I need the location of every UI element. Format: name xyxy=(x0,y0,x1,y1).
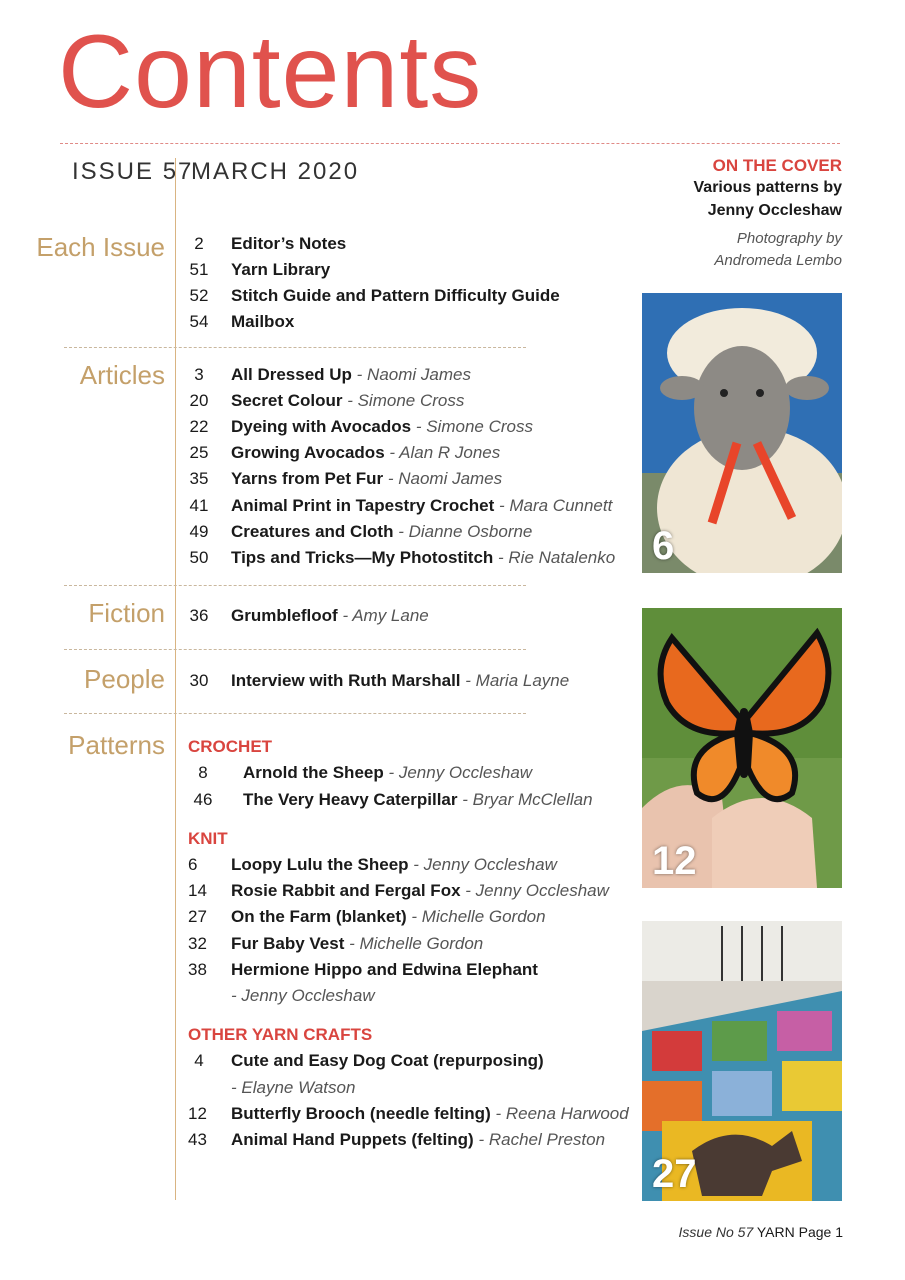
page-number: 12 xyxy=(188,1104,207,1123)
entry-title: Butterfly Brooch (needle felting) - Reena Harwood xyxy=(231,1104,629,1123)
section-separator xyxy=(64,713,526,714)
entry-author: - Bryar McClellan xyxy=(457,790,593,809)
entry-title: Creatures and Cloth - Dianne Osborne xyxy=(231,522,533,541)
page-number: 46 xyxy=(193,790,213,809)
photo-butterfly[interactable] xyxy=(642,608,842,888)
entry-author: - Amy Lane xyxy=(337,606,429,625)
page-number: 8 xyxy=(198,763,208,782)
cover-info xyxy=(694,156,843,272)
cover-description: Various patterns by xyxy=(693,179,842,196)
photo-blanket[interactable] xyxy=(642,921,842,1201)
page-number: 27 xyxy=(188,907,207,926)
page-number: 14 xyxy=(188,881,207,900)
page-number: 6 xyxy=(188,855,198,874)
entry-title: Editor’s Notes xyxy=(231,234,347,253)
subhead-knit: KNIT xyxy=(188,829,228,848)
entry-title: Yarns from Pet Fur - Naomi James xyxy=(231,469,503,488)
entry-author: - Jenny Occleshaw xyxy=(460,881,609,900)
entry-author: - Michelle Gordon xyxy=(344,934,484,953)
page-badge: 27 xyxy=(652,1152,697,1196)
entry-author: - Alan R Jones xyxy=(384,443,501,462)
page-number: 25 xyxy=(189,443,209,462)
subhead-other-yarn-crafts: OTHER YARN CRAFTS xyxy=(188,1025,373,1044)
page-number: 30 xyxy=(189,671,209,690)
section-label-people: People xyxy=(84,664,165,694)
section-label-fiction: Fiction xyxy=(88,598,165,628)
entry-title: Secret Colour - Simone Cross xyxy=(231,391,465,410)
issue-number: ISSUE 57 xyxy=(72,158,194,185)
entry-author: - Reena Harwood xyxy=(490,1104,629,1123)
entry-author-continued: - Jenny Occleshaw xyxy=(231,986,375,1005)
page-number: 35 xyxy=(189,469,209,488)
photo-credit: Photography by Andromeda Lembo xyxy=(714,230,842,269)
page-number: 54 xyxy=(189,312,209,331)
page-number: 22 xyxy=(189,417,209,436)
footer-issue: Issue No 57 xyxy=(678,1224,754,1240)
page-number: 52 xyxy=(189,286,209,305)
page-footer xyxy=(679,1224,843,1240)
entry-title: Animal Hand Puppets (felting) - Rachel Preston xyxy=(231,1130,606,1149)
section-label-patterns: Patterns xyxy=(68,730,165,760)
issue-date: MARCH 2020 xyxy=(191,158,360,185)
footer-magazine: YARN xyxy=(756,1224,795,1240)
page-number: 38 xyxy=(188,960,207,979)
entry-author: - Simone Cross xyxy=(342,391,465,410)
entry-title: Cute and Easy Dog Coat (repurposing) xyxy=(231,1051,544,1070)
page-number: 20 xyxy=(189,391,209,410)
subhead-crochet: CROCHET xyxy=(188,737,273,756)
entry-author: - Mara Cunnett xyxy=(494,496,613,515)
entry-title: Arnold the Sheep - Jenny Occleshaw xyxy=(243,763,533,782)
entry-title: All Dressed Up - Naomi James xyxy=(231,365,471,384)
entry-title: Grumblefloof - Amy Lane xyxy=(231,606,429,625)
cover-designer: Jenny Occleshaw xyxy=(707,202,842,219)
entry-title: Dyeing with Avocados - Simone Cross xyxy=(231,417,533,436)
entry-author: - Naomi James xyxy=(383,469,503,488)
page-number: 32 xyxy=(188,934,207,953)
entry-author: - Rachel Preston xyxy=(473,1130,606,1149)
entry-title: Interview with Ruth Marshall - Maria Layne xyxy=(231,671,570,690)
page-number: 41 xyxy=(189,496,209,515)
page-number: 51 xyxy=(189,260,209,279)
page-title: Contents xyxy=(58,14,483,130)
entry-title: Growing Avocados - Alan R Jones xyxy=(231,443,501,462)
entry-title: Fur Baby Vest - Michelle Gordon xyxy=(231,934,484,953)
section-label-articles: Articles xyxy=(79,360,165,390)
entry-title: On the Farm (blanket) - Michelle Gordon xyxy=(231,907,546,926)
entry-title: Tips and Tricks—My Photostitch - Rie Natalenko xyxy=(231,548,616,567)
entry-author: - Naomi James xyxy=(351,365,471,384)
page-number: 3 xyxy=(194,365,204,384)
entry-title: Hermione Hippo and Edwina Elephant xyxy=(231,960,538,979)
entry-author: - Simone Cross xyxy=(411,417,533,436)
section-separator xyxy=(64,347,526,348)
page-number: 2 xyxy=(194,234,204,253)
entry-author: - Jenny Occleshaw xyxy=(383,763,533,782)
entry-title: Animal Print in Tapestry Crochet - Mara Cunnett xyxy=(231,496,613,515)
entry-author-continued: - Elayne Watson xyxy=(231,1078,356,1097)
page-badge: 6 xyxy=(652,524,675,568)
page-number: 4 xyxy=(194,1051,204,1070)
section-separator xyxy=(64,649,526,650)
entry-title: Rosie Rabbit and Fergal Fox - Jenny Occleshaw xyxy=(231,881,609,900)
page-number: 36 xyxy=(189,606,209,625)
page-badge: 12 xyxy=(652,839,697,883)
footer-page: Page 1 xyxy=(798,1224,843,1240)
entry-title: Yarn Library xyxy=(231,260,331,279)
entry-title: Stitch Guide and Pattern Difficulty Guide xyxy=(231,286,560,305)
entry-title: Loopy Lulu the Sheep - Jenny Occleshaw xyxy=(231,855,557,874)
entry-author: - Maria Layne xyxy=(460,671,570,690)
section-label-each-issue: Each Issue xyxy=(36,232,165,262)
page-number: 49 xyxy=(189,522,209,541)
cover-heading: ON THE COVER xyxy=(712,156,842,175)
page-number: 43 xyxy=(188,1130,207,1149)
entry-author: - Michelle Gordon xyxy=(406,907,546,926)
column-divider xyxy=(175,158,176,1200)
entry-title: The Very Heavy Caterpillar - Bryar McClellan xyxy=(243,790,593,809)
entry-title: Mailbox xyxy=(231,312,295,331)
entry-author: - Jenny Occleshaw xyxy=(408,855,557,874)
entry-author: - Rie Natalenko xyxy=(493,548,616,567)
photo-sheep[interactable] xyxy=(642,293,842,573)
entry-author: - Dianne Osborne xyxy=(393,522,533,541)
page-number: 50 xyxy=(189,548,209,567)
section-separator xyxy=(64,585,526,586)
title-divider xyxy=(60,143,840,144)
